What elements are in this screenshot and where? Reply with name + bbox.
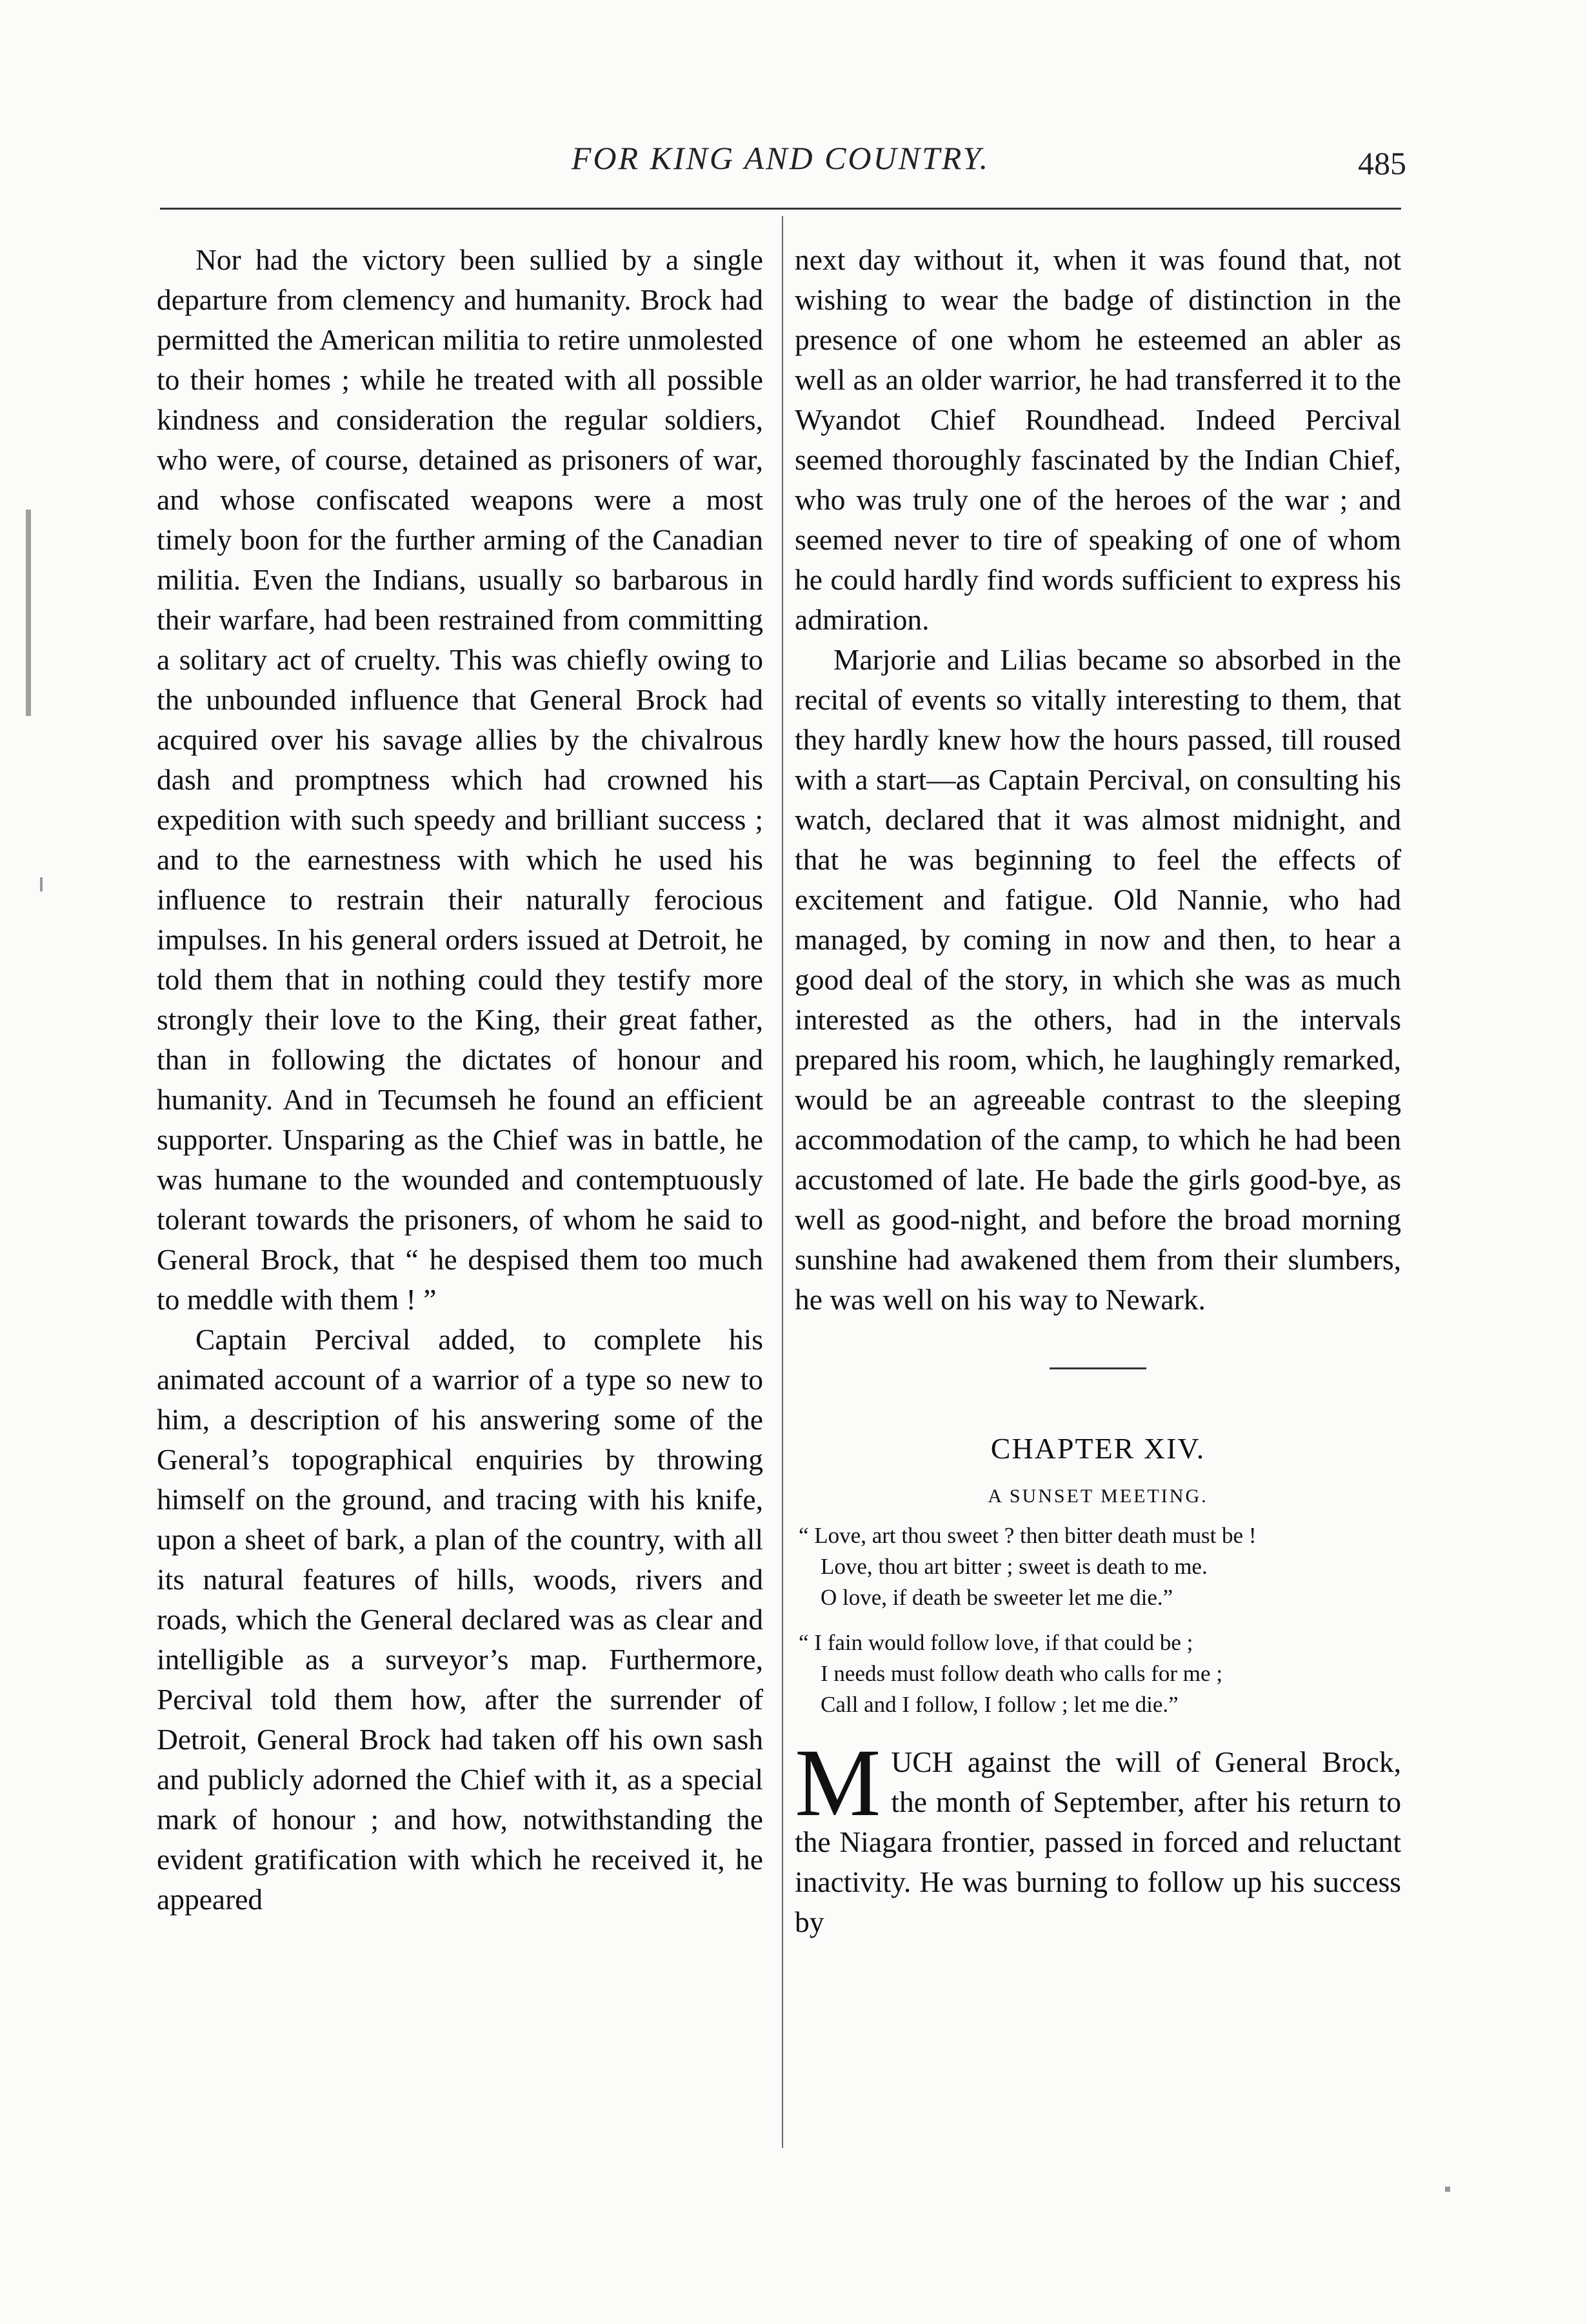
epigraph-line: Love, thou art bitter ; sweet is death to me.	[821, 1554, 1208, 1579]
paragraph: next day without it, when it was found that, not wishing to wear the badge of distinction in the presence of one whom he esteemed an abler as well as an older warrior, he had transferred it to the Wyandot Chief Roundhead. Indeed Percival seemed thoroughly fascinated by the Indian Chief, who was truly one of the heroes of the war ; and seemed never to tire of speaking of one of whom he could hardly find words sufficient to express his admiration.	[795, 243, 1401, 636]
page-number: 485	[1358, 145, 1406, 181]
epigraph-line: I needs must follow death who calls for me ;	[821, 1661, 1223, 1686]
epigraph-line: Call and I follow, I follow ; let me die.”	[821, 1692, 1179, 1717]
chapter-opening-paragraph	[795, 1729, 1401, 1942]
running-title: FOR KING AND COUNTRY.	[571, 140, 990, 176]
epigraph-stanza	[795, 1627, 1401, 1720]
paragraph: Marjorie and Lilias became so absorbed in the recital of events so vitally interesting to them, that they hardly knew how the hours passed, till roused with a start—as Captain Percival, on consulting his watch, declared that it was almost midnight, and that he was beginning to feel the effects of excitement and fatigue. Old Nannie, who had managed, by coming in now and then, to hear a good deal of the story, in which she was as much interested as the others, had in the intervals prepared his room, which, he laughingly remarked, would be an agreeable contrast to the sleeping accommodation of the camp, to which he had been accustomed of late. He bade the girls good-bye, as well as good-night, and before the broad morning sunshine had awakened them from their slumbers, he was well on his way to Newark.	[795, 643, 1401, 1316]
chapter-title: CHAPTER XIV.	[990, 1432, 1206, 1465]
header-rule	[160, 208, 1401, 210]
column-divider	[782, 216, 783, 2148]
page-header	[155, 135, 1406, 194]
epigraph-stanza	[795, 1520, 1401, 1613]
paragraph: Nor had the victory been sullied by a single departure from clemency and humanity. Brock had permitted the American militia to retire unmolested to their homes ; while he treated with all possible kindness and consideration the regular soldiers, who were, of course, detained as prisoners of war, and whose confiscated weapons were a most timely boon for the further arming of the Canadian militia. Even the Indians, usually so barbarous in their warfare, had been restrained from committing a solitary act of cruelty. This was chiefly owing to the unbounded influence that General Brock had acquired over his savage allies by the chivalrous dash and promptness which had crowned his expedition with such speedy and brilliant success ; and to the earnestness with which he used his influence to restrain their naturally ferocious impulses. In his general orders issued at Detroit, he told them that in nothing could they testify more strongly their love to the King, their great father, than in following the dictates of honour and humanity. And in Tecumseh he found an efficient supporter. Unsparing as the Chief was in battle, he was humane to the wounded and contemptuously tolerant towards the prisoners, of whom he said to General Brock, that “ he despised them too much to meddle with them ! ”	[157, 243, 763, 1316]
paragraph: Captain Percival added, to complete his animated account of a warrior of a type so new to him, a description of his answering some of the General’s topographical enquiries by throwing himself on the ground, and tracing with his knife, upon a sheet of bark, a plan of the country, with all its natural features of hills, woods, rivers and roads, which the General declared was as clear and intelligible as a surveyor’s map. Furthermore, Percival told them how, after the surrender of Detroit, General Brock had taken off his own sash and publicly adorned the Chief with it, as a special mark of honour ; and how, notwithstanding the evident gratification with which he received it, he appeared	[157, 1323, 763, 1916]
right-column	[795, 240, 1401, 1942]
drop-cap: M	[795, 1729, 881, 1836]
chapter-subtitle: A SUNSET MEETING.	[988, 1485, 1208, 1507]
epigraph	[795, 1520, 1401, 1720]
left-column	[157, 240, 763, 1920]
epigraph-line: “ I fain would follow love, if that could be ;	[799, 1630, 1193, 1655]
epigraph-line: O love, if death be sweeter let me die.”	[821, 1585, 1173, 1610]
scan-mark	[1445, 2187, 1450, 2192]
chapter-rule	[1050, 1367, 1146, 1369]
epigraph-line: “ Love, art thou sweet ? then bitter death must be !	[799, 1523, 1257, 1548]
scan-mark	[26, 510, 31, 716]
scan-mark	[40, 877, 43, 891]
opening-text: UCH against the will of General Brock, the month of September, after his return to the Niagara frontier, passed in forced and reluctant inactivity. He was burning to follow up his success by	[795, 1745, 1401, 1938]
